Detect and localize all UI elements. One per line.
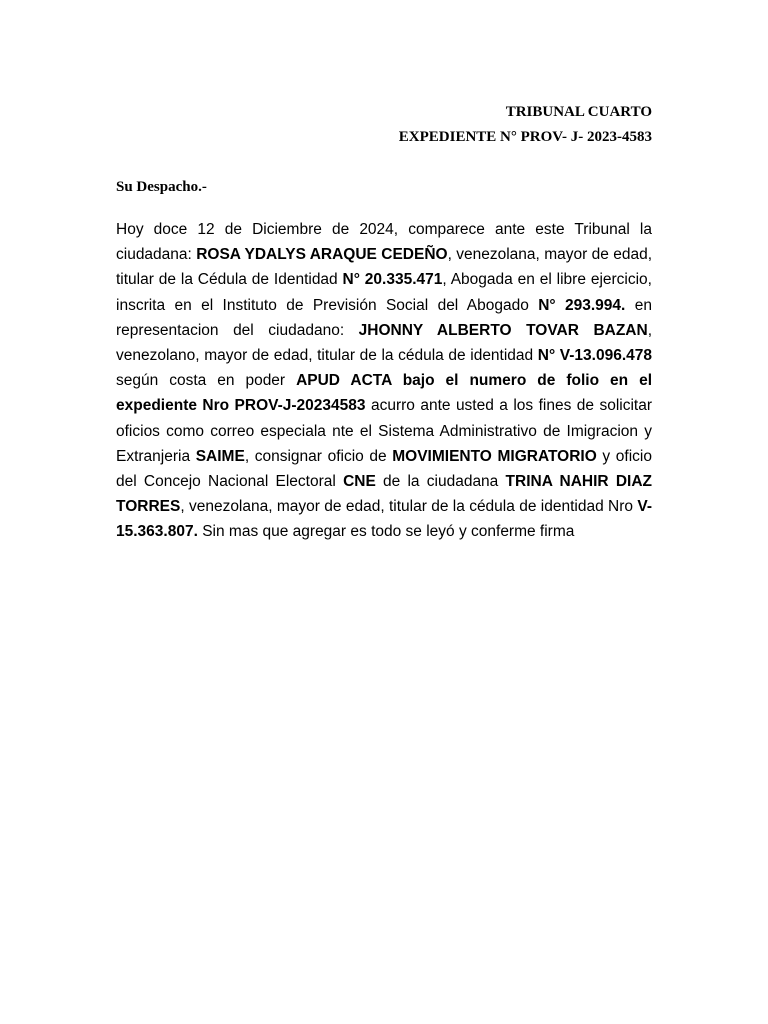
text-run: , venezolano, mayor de edad, titular de la cédula de identidad (116, 321, 652, 365)
text-run: Sin mas que agregar es todo se leyó y conferme firma (197, 523, 575, 541)
text-run: de la ciudadana (375, 473, 506, 491)
text-run: en representacion del ciudadano: (116, 296, 652, 339)
court-name: TRIBUNAL CUARTO (505, 104, 652, 120)
text-run: Hoy doce 12 de Diciembre de 2024, comparece ante este Tribunal la ciudadana: (116, 221, 652, 264)
bold-text-run: N° 20.335.471 (342, 271, 443, 289)
text-run: acurro ante usted a los fines de solicitar oficios como correo especiala nte el Sistema Administrativo de Imigracion y Extranjeria (116, 397, 652, 465)
bold-text-run: N° 293.994. (538, 296, 626, 314)
text-run: , venezolana, mayor de edad, titular de la cédula de identidad Nro (180, 498, 638, 516)
text-run: y oficio del Concejo Nacional Electoral (116, 447, 652, 491)
text-run: , venezolana, mayor de edad, titular de la Cédula de Identidad (116, 246, 653, 289)
bold-text-run: SAIME (195, 447, 245, 465)
text-run: , Abogada en el libre ejercicio, inscrita en el Instituto de Previsión Social del Abogado (116, 271, 652, 314)
bold-text-run: ROSA YDALYS ARAQUE CEDEÑO (196, 246, 448, 264)
text-run: , consignar oficio de (244, 447, 393, 465)
bold-text-run: CNE (343, 473, 376, 491)
text-run: según costa en poder (116, 372, 297, 390)
bold-text-run: V- 15.363.807. (116, 498, 652, 541)
bold-text-run: TRINA NAHIR DIAZ TORRES (116, 473, 652, 516)
bold-text-run: MOVIMIENTO MIGRATORIO (392, 447, 597, 465)
bold-text-run: JHONNY ALBERTO TOVAR BAZAN (358, 321, 648, 339)
bold-text-run: N° V-13.096.478 (537, 347, 652, 365)
body-paragraph (116, 217, 652, 545)
salutation: Su Despacho.- (116, 179, 207, 195)
file-number: EXPEDIENTE N° PROV- J- 2023-4583 (398, 129, 652, 145)
bold-text-run: APUD ACTA bajo el numero de folio en el expediente Nro PROV-J-20234583 (116, 372, 653, 415)
